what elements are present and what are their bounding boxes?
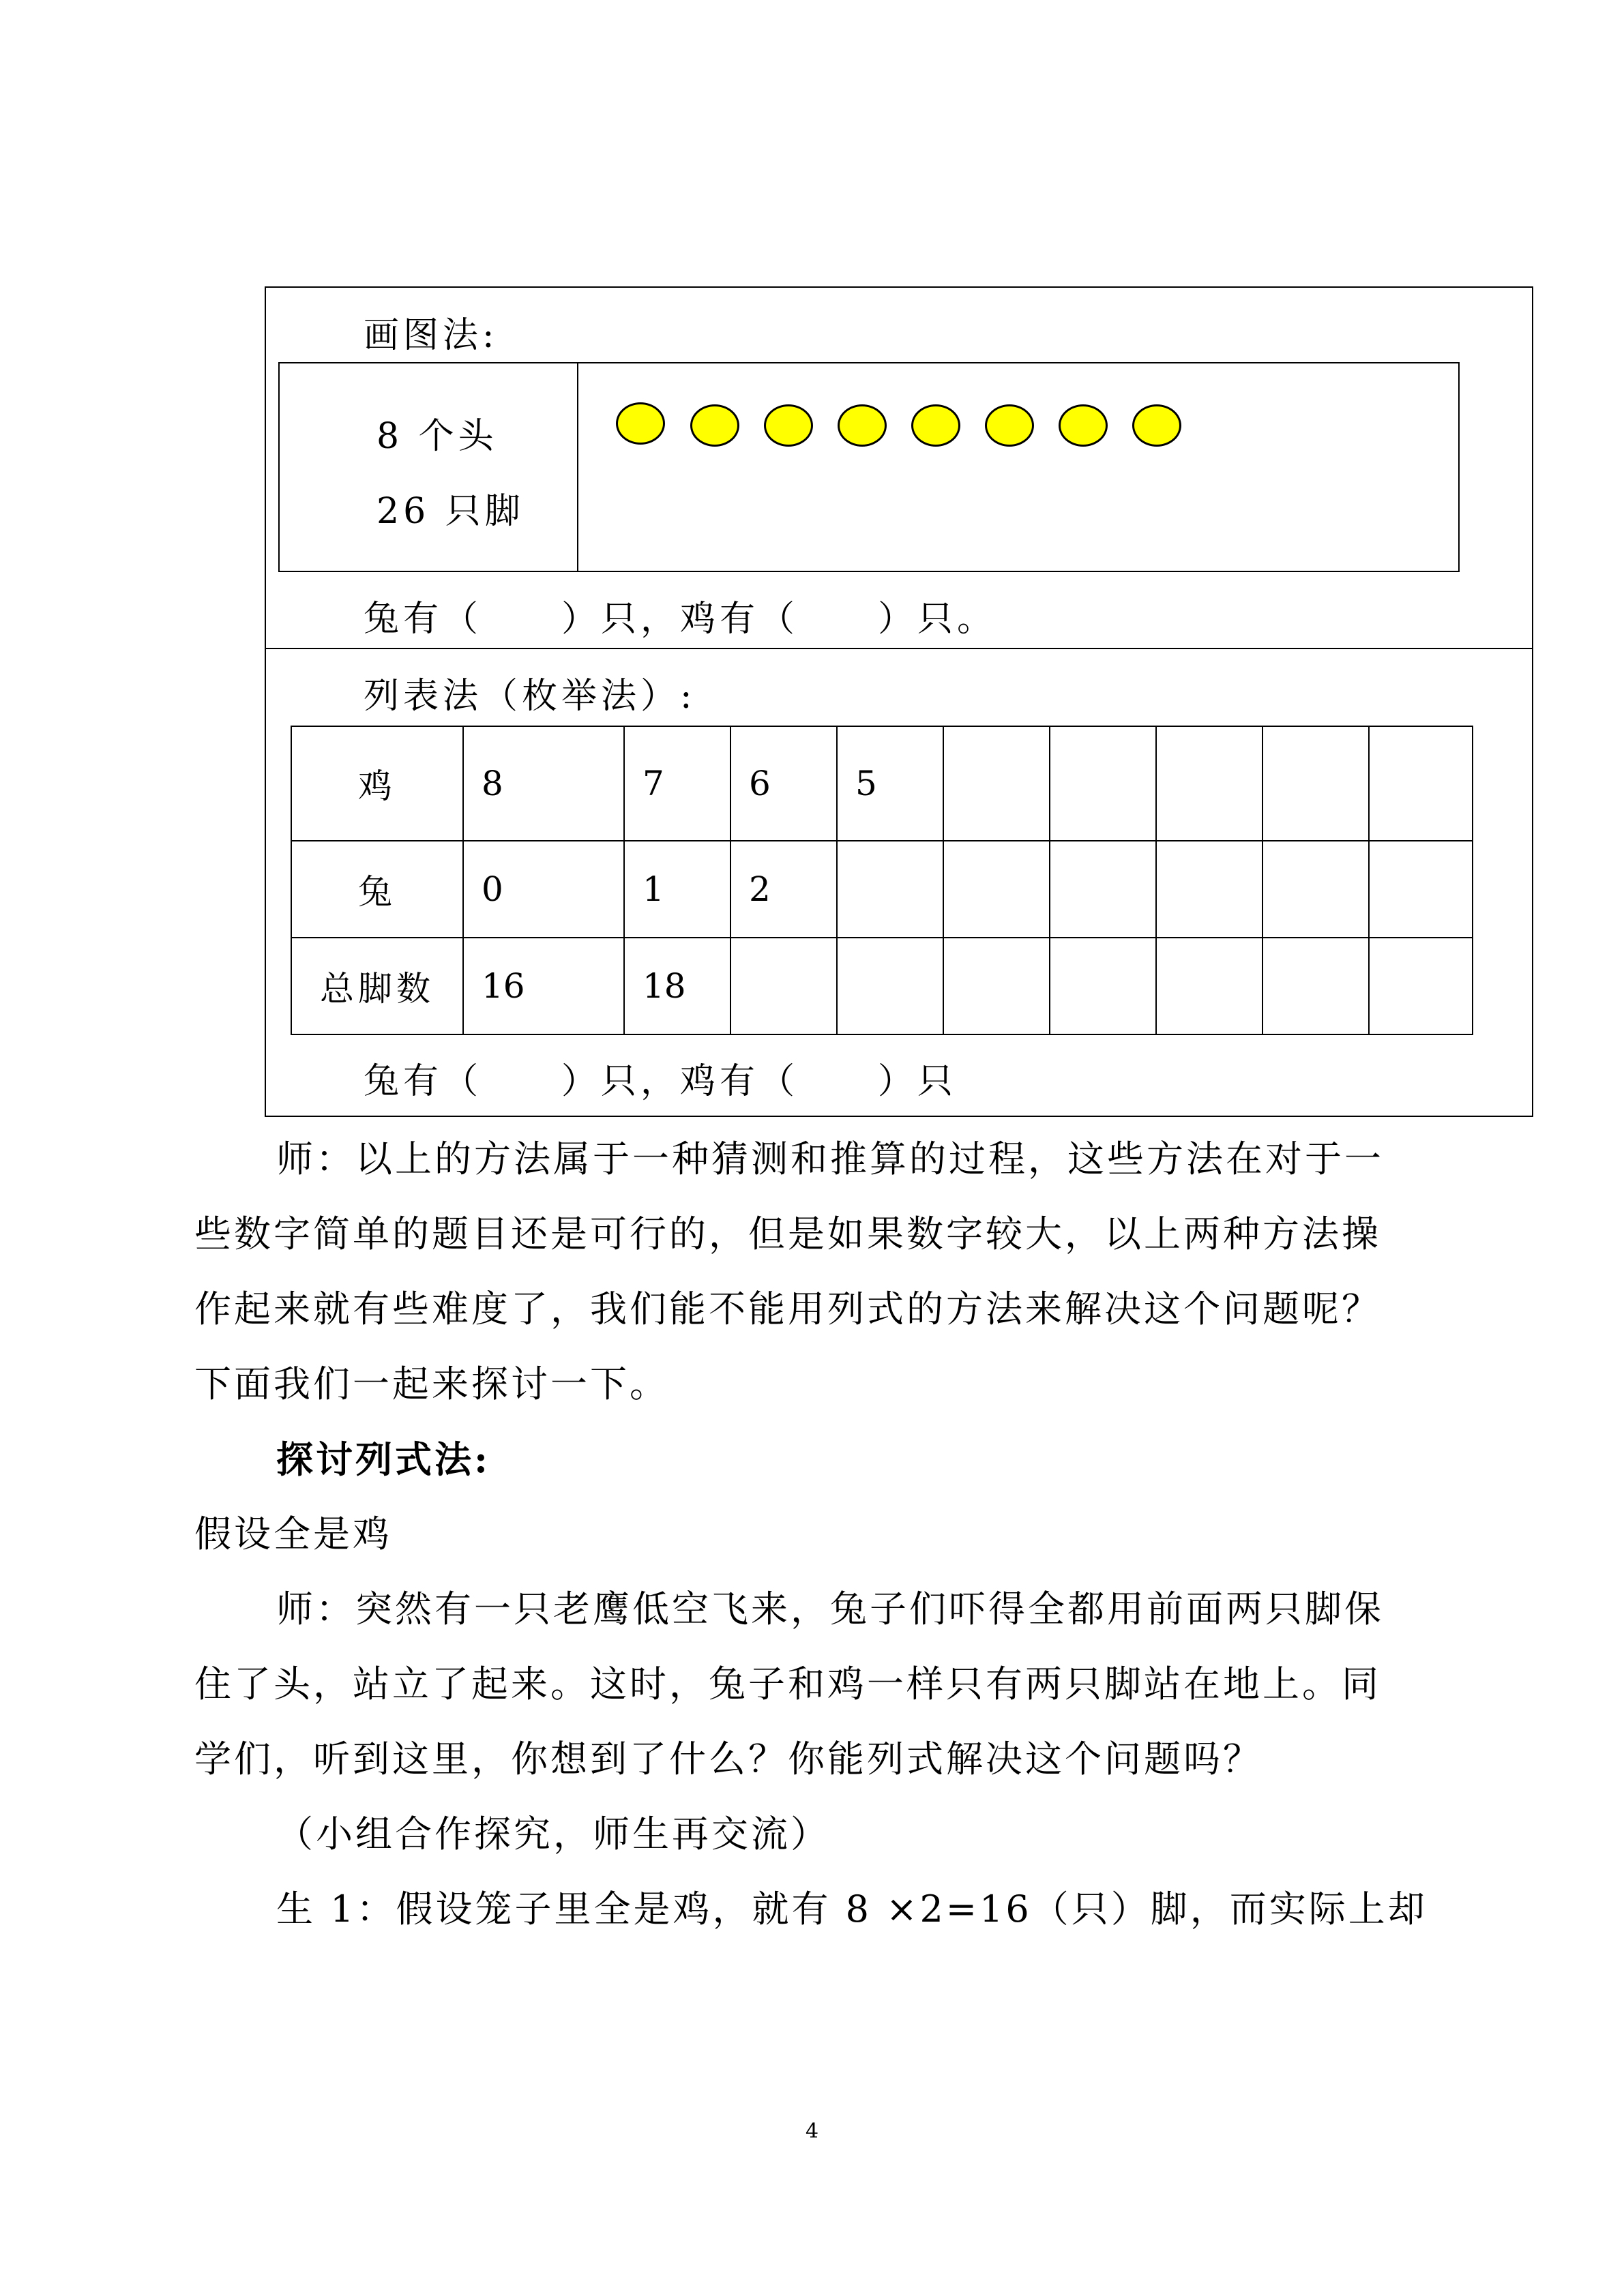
table-cell: 5	[837, 726, 943, 841]
table-row	[291, 726, 1473, 841]
head-circle	[1059, 404, 1108, 447]
head-circle	[838, 404, 887, 447]
table-cell	[1369, 726, 1473, 841]
table-cell	[1050, 841, 1156, 938]
table-cell	[837, 841, 943, 938]
feet-label: 26 只脚	[377, 491, 525, 532]
head-circle	[690, 404, 739, 447]
head-circle	[911, 404, 960, 447]
head-circle	[1132, 404, 1181, 447]
head-circle	[764, 404, 813, 447]
table-cell	[837, 938, 943, 1034]
table-answer-line: 兔有（ ）只，鸡有（ ）只	[364, 1061, 958, 1102]
drawing-method-title: 画图法:	[364, 315, 499, 356]
drawing-area-separator	[577, 362, 578, 572]
drawing-area-frame	[278, 362, 1460, 572]
table-cell	[1156, 726, 1263, 841]
table-cell	[730, 938, 837, 1034]
section-divider	[265, 648, 1533, 649]
teacher-paragraph-1	[194, 1122, 1436, 1422]
group-note: （小组合作探究，师生再交流）	[276, 1813, 830, 1855]
table-cell: 7	[624, 726, 730, 841]
head-circle	[985, 404, 1034, 447]
text-line: 作起来就有些难度了，我们能不能用列式的方法来解决这个问题呢？	[194, 1287, 1381, 1330]
table-cell: 6	[730, 726, 837, 841]
table-cell	[1050, 726, 1156, 841]
table-cell	[943, 938, 1050, 1034]
text-line: 学们，听到这里，你想到了什么？你能列式解决这个问题吗？	[194, 1738, 1263, 1780]
table-row	[291, 938, 1473, 1034]
row-header-chicken: 鸡	[291, 726, 463, 841]
head-circle	[616, 402, 665, 445]
table-cell	[1050, 938, 1156, 1034]
row-header-rabbit: 兔	[291, 841, 463, 938]
table-cell: 18	[624, 938, 730, 1034]
table-cell	[1263, 726, 1369, 841]
enumeration-table	[291, 726, 1473, 1035]
table-cell: 2	[730, 841, 837, 938]
table-row	[291, 841, 1473, 938]
table-cell	[1369, 841, 1473, 938]
page-number: 4	[805, 2119, 819, 2143]
table-cell	[1156, 938, 1263, 1034]
text-line: 师：以上的方法属于一种猜测和推算的过程，这些方法在对于一	[276, 1137, 1384, 1180]
text-line: 住了头，站立了起来。这时，兔子和鸡一样只有两只脚站在地上。同	[194, 1663, 1381, 1705]
text-line: 下面我们一起来探讨一下。	[194, 1362, 669, 1405]
row-header-total-feet: 总脚数	[291, 938, 463, 1034]
assumption-line: 假设全是鸡	[194, 1512, 392, 1555]
section-heading: 探讨列式法:	[276, 1437, 490, 1481]
table-cell	[1263, 938, 1369, 1034]
text-line: 些数字简单的题目还是可行的，但是如果数字较大，以上两种方法操	[194, 1212, 1381, 1255]
table-cell: 1	[624, 841, 730, 938]
table-cell: 0	[463, 841, 624, 938]
teacher-paragraph-2	[194, 1572, 1436, 1797]
table-cell: 8	[463, 726, 624, 841]
table-cell	[943, 726, 1050, 841]
text-line: 师：突然有一只老鹰低空飞来，兔子们吓得全都用前面两只脚保	[276, 1587, 1384, 1630]
student-line: 生 1：假设笼子里全是鸡，就有 8 ×2=16（只）脚，而实际上却	[276, 1888, 1428, 1930]
table-method-title: 列表法（枚举法）:	[364, 676, 696, 717]
table-cell	[943, 841, 1050, 938]
table-cell	[1156, 841, 1263, 938]
table-cell	[1369, 938, 1473, 1034]
table-cell	[1263, 841, 1369, 938]
table-cell: 16	[463, 938, 624, 1034]
drawing-answer-line: 兔有（ ）只，鸡有（ ）只。	[364, 599, 997, 640]
heads-label: 8 个头	[377, 416, 498, 457]
